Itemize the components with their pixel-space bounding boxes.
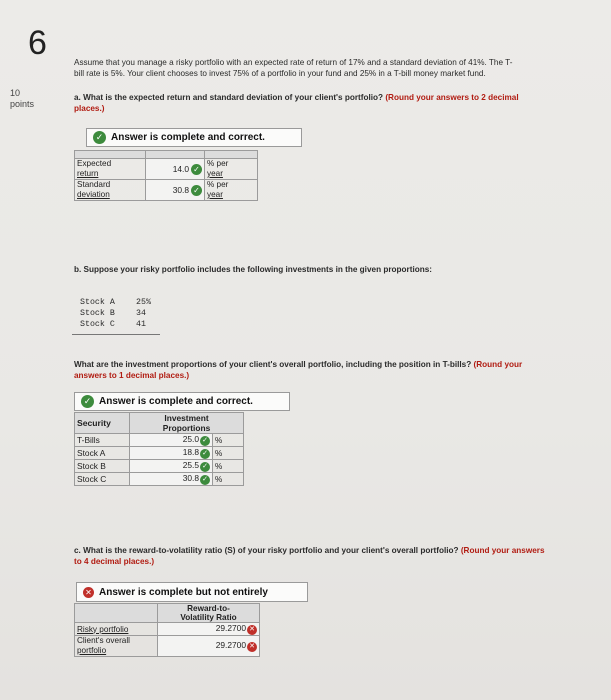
check-icon: ✓ (81, 395, 94, 408)
part-c-banner-text: Answer is complete but not entirely (99, 586, 268, 598)
question-number: 6 (28, 24, 47, 62)
unit-cell: % (213, 473, 244, 486)
check-icon: ✓ (200, 449, 210, 459)
security-cell: T-Bills (75, 434, 130, 447)
unit-label-cont: year (207, 190, 223, 199)
x-circle-icon: ✕ (247, 625, 257, 635)
table-header-row (75, 604, 260, 623)
unit-cell: % (213, 460, 244, 473)
security-cell: Stock C (75, 473, 130, 486)
stock-proportions-list (80, 297, 160, 330)
table-row (75, 434, 244, 447)
list-item: Stock B 34 (80, 309, 146, 318)
row-label: Expected (77, 159, 112, 168)
table-header-row (75, 151, 258, 159)
check-icon: ✓ (191, 185, 202, 196)
table-row (75, 447, 244, 460)
part-c-instruction-cont: to 4 decimal places.) (74, 556, 155, 566)
part-a-question: a. What is the expected return and standard deviation of your client's portfolio? (74, 93, 384, 102)
part-b-answer-table (74, 412, 244, 486)
proportion-input[interactable]: 25.5 ✓ (130, 460, 213, 473)
part-c-answer-table (74, 603, 260, 657)
table-header-row (75, 413, 244, 434)
check-icon: ✓ (191, 164, 202, 175)
table-row (75, 623, 260, 636)
part-b-question (74, 360, 594, 381)
part-a-instruction: (Round your answers to 2 decimal (385, 93, 519, 102)
x-circle-icon: ✕ (83, 587, 94, 598)
x-circle-icon: ✕ (247, 642, 257, 652)
unit-cell: % (213, 434, 244, 447)
points-value: 10 (10, 88, 21, 98)
unit-cell: % (213, 447, 244, 460)
table-row (75, 473, 244, 486)
part-c-instruction: (Round your answers (460, 546, 545, 555)
list-item: Stock A 25% (80, 298, 151, 307)
table-row (75, 159, 258, 180)
part-c-prompt (74, 546, 604, 567)
table-row (75, 180, 258, 201)
check-icon: ✓ (200, 436, 210, 446)
check-icon: ✓ (93, 131, 106, 144)
table-row (75, 636, 260, 657)
ratio-input[interactable]: 29.2700 ✕ (158, 636, 260, 657)
row-label: Risky portfolio (75, 623, 158, 636)
list-divider (72, 334, 160, 335)
proportion-input[interactable]: 18.8 ✓ (130, 447, 213, 460)
part-c-question: c. What is the reward-to-volatility ratio (S) of your risky portfolio and your client's overall portfolio? (74, 546, 459, 555)
col-security-header: Security (75, 413, 130, 434)
std-deviation-input[interactable]: 30.8 ✓ (146, 180, 205, 201)
col-investment-header: Investment Proportions (130, 413, 244, 434)
ratio-input[interactable]: 29.2700 ✕ (158, 623, 260, 636)
row-label: Client's overall (77, 636, 130, 645)
unit-label: % per (207, 159, 229, 168)
security-cell: Stock B (75, 460, 130, 473)
row-label: Standard (77, 180, 111, 189)
check-icon: ✓ (200, 475, 210, 485)
col-ratio-header: Reward-to- Volatility Ratio (158, 604, 260, 623)
question-intro (74, 58, 604, 79)
table-row (75, 460, 244, 473)
points-indicator (10, 88, 34, 110)
part-a-result-banner (86, 128, 302, 147)
part-a-banner-text: Answer is complete and correct. (111, 132, 265, 143)
part-b-banner-text: Answer is complete and correct. (99, 396, 253, 407)
intro-line-1: Assume that you manage a risky portfolio with an expected rate of return of 17% and a standard deviation of 41%. The T- (74, 58, 513, 67)
part-b-question-text: What are the investment proportions of your client's overall portfolio, including the position in T-bills? (74, 360, 472, 369)
part-b-instruction: (Round your (473, 360, 523, 369)
points-label: points (10, 99, 35, 109)
proportion-input[interactable]: 30.8 ✓ (130, 473, 213, 486)
check-icon: ✓ (200, 462, 210, 472)
security-cell: Stock A (75, 447, 130, 460)
part-b-prompt: b. Suppose your risky portfolio includes the following investments in the given proportions: (74, 265, 433, 274)
part-c-result-banner (76, 582, 308, 602)
unit-label: % per (207, 180, 229, 189)
part-a-instruction-cont: places.) (74, 103, 105, 113)
intro-line-2: bill rate is 5%. Your client chooses to invest 75% of a portfolio in your fund and 25% in a T-bill money market fund. (74, 68, 486, 78)
row-label-cont: deviation (77, 190, 110, 199)
row-label-cont: portfolio (77, 646, 107, 655)
part-b-result-banner (74, 392, 290, 411)
part-b-instruction-cont: answers to 1 decimal places.) (74, 370, 190, 380)
part-a-answer-table (74, 150, 258, 201)
row-label-cont: return (77, 169, 99, 178)
part-a-prompt (74, 93, 594, 114)
expected-return-input[interactable]: 14.0 ✓ (146, 159, 205, 180)
list-item: Stock C 41 (80, 320, 146, 329)
proportion-input[interactable]: 25.0 ✓ (130, 434, 213, 447)
unit-label-cont: year (207, 169, 223, 178)
